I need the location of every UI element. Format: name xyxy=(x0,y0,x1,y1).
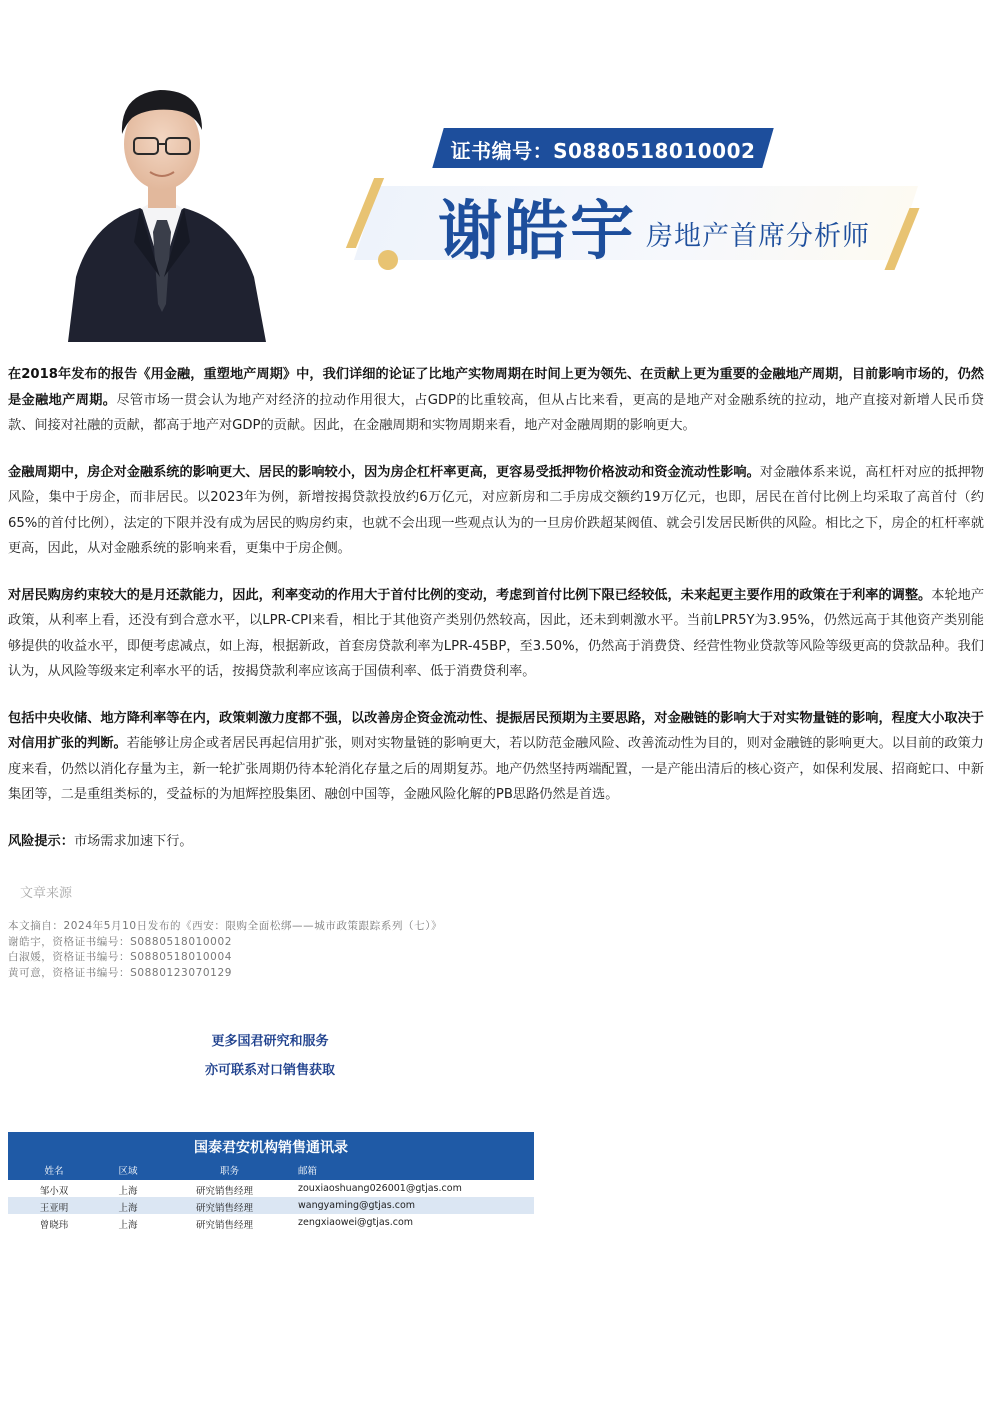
cell-email[interactable]: zouxiaoshuang026001@gtjas.com xyxy=(298,1183,462,1194)
table-row xyxy=(8,1214,534,1231)
paragraph-2-lead: 金融周期中，房企对金融系统的影响更大、居民的影响较小，因为房企杠杆率更高，更容易受抵押物价格波动和资金流动性影响。 xyxy=(8,464,760,480)
cta-line-1: 更多国君研究和服务 xyxy=(211,1034,329,1049)
certificate-badge xyxy=(438,128,768,168)
source-line: 谢皓宇，资格证书编号：S0880518010002 xyxy=(8,935,233,948)
analyst-title: 房地产首席分析师 xyxy=(646,221,870,252)
column-header-role: 职务 xyxy=(220,1166,240,1177)
cell-role: 研究销售经理 xyxy=(196,1186,254,1197)
source-details xyxy=(8,919,442,981)
cell-role: 研究销售经理 xyxy=(196,1203,254,1214)
column-header-email: 邮箱 xyxy=(298,1166,318,1177)
analyst-name: 谢皓宇 xyxy=(438,194,636,269)
cell-name: 邹小双 xyxy=(39,1186,69,1197)
cell-region: 上海 xyxy=(118,1186,138,1197)
analyst-photo xyxy=(62,72,272,342)
paragraph-1-lead: 在2018年发布的报告《用金融，重塑地产周期》中，我们详细的论证了比地产实物周期在时间上更为领先、在贡献上更为重要的金融地产周期，目前影响市场的，仍然是金融地产周期。 xyxy=(8,367,984,408)
column-header-region: 区域 xyxy=(118,1166,138,1177)
source-line: 白淑媛，资格证书编号：S0880518010004 xyxy=(8,951,233,964)
paragraph-1-text: 尽管市场一贯会认为地产对经济的拉动作用很大，占GDP的比重较高，但从占比来看，更高的是地产对金融系统的拉动，地产直接对新增人民币贷款、间接对社融的贡献，都高于地产对GDP的贡献。因此，在金融周期和实物周期来看，地产对金融周期的影响更大。 xyxy=(8,392,984,433)
cell-region: 上海 xyxy=(118,1220,138,1231)
table-column-headers xyxy=(8,1160,534,1180)
source-line: 本文摘自：2024年5月10日发布的《西安：限购全面松绑——城市政策跟踪系列（七）》 xyxy=(8,920,443,932)
source-heading: 文章来源 xyxy=(20,886,73,901)
risk-warning-text: 市场需求加速下行。 xyxy=(73,833,193,849)
analyst-banner xyxy=(0,0,992,345)
sales-contact-table xyxy=(8,1132,534,1231)
analyst-name-band xyxy=(352,178,924,273)
article-body xyxy=(8,362,984,875)
paragraph-2-text: 对金融体系来说，高杠杆对应的抵押物风险，集中于房企，而非居民。以2023年为例，新增按揭贷款投放约6万亿元，对应新房和二手房成交额约19万亿元，也即，居民在首付比例上均采取了高首付（约65%的首付比例），法定的下限并没有成为居民的购房约束，也就不会出现一些观点认为的一旦房价跌超某阀值、就会引发居民断供的风险。相比之下，房企的杠杆率就更高，因此，从对金融系统的影响来看，更集中于房企侧。 xyxy=(8,464,984,556)
cta-line-2: 亦可联系对口销售获取 xyxy=(204,1063,335,1078)
paragraph-3 xyxy=(8,583,984,685)
paragraph-4 xyxy=(8,706,984,808)
cell-name: 曾晓玮 xyxy=(39,1220,69,1231)
cell-role: 研究销售经理 xyxy=(196,1220,254,1231)
paragraph-4-text: 若能够让房企或者居民再起信用扩张，则对实物量链的影响更大，若以防范金融风险、改善流动性为目的，则对金融链的影响更大。以目前的政策力度来看，仍然以消化存量为主，新一轮扩张周期仍待本轮消化存量之后的周期复苏。地产仍然坚持两端配置，一是产能出清后的核心资产，如保利发展、招商蛇口、中新集团等，二是重组类标的，受益标的为旭辉控股集团、融创中国等，金融风险化解的PB思路仍然是首选。 xyxy=(8,736,984,802)
paragraph-1 xyxy=(8,362,984,439)
risk-warning-label: 风险提示： xyxy=(8,833,74,849)
cell-name: 王亚明 xyxy=(39,1203,69,1214)
table-header xyxy=(8,1132,534,1180)
paragraph-2 xyxy=(8,460,984,562)
paragraph-3-lead: 对居民购房约束较大的是月还款能力，因此，利率变动的作用大于首付比例的变动，考虑到首付比例下限已经较低，未来起更主要作用的政策在于利率的调整。 xyxy=(8,587,932,603)
table-title: 国泰君安机构销售通讯录 xyxy=(194,1140,348,1156)
gold-dot xyxy=(378,250,398,270)
cell-email[interactable]: wangyaming@gtjas.com xyxy=(298,1200,416,1211)
table-row xyxy=(8,1180,534,1197)
paragraph-3-text: 本轮地产政策，从利率上看，还没有到合意水平，以LPR-CPI来看，相比于其他资产类别仍然较高，因此，还未到刺激水平。当前LPR5Y为3.95%，仍然远高于其他资产类别能够提供的收益水平，即便考虑减点，如上海，根据新政，首套房贷款利率为LPR-45BP，至3.50%，仍然高于消费贷、经营性物业贷款等风险等级更高的贷款品种。我们认为，从风险等级来定利率水平的话，按揭贷款利率应该高于国债利率、低于消费贷利率。 xyxy=(8,587,985,679)
risk-warning xyxy=(8,829,984,855)
source-line: 黄可意，资格证书编号：S0880123070129 xyxy=(8,966,233,979)
column-header-name: 姓名 xyxy=(44,1166,64,1177)
cell-email[interactable]: zengxiaowei@gtjas.com xyxy=(298,1217,414,1228)
table-row xyxy=(8,1197,534,1214)
certificate-number: 证书编号：S0880518010002 xyxy=(450,139,756,163)
paragraph-4-lead: 包括中央收储、地方降利率等在内，政策刺激力度都不强，以改善房企资金流动性、提振居民预期为主要思路，对金融链的影响大于对实物量链的影响，程度大小取决于对信用扩张的判断。 xyxy=(8,710,984,751)
cell-region: 上海 xyxy=(118,1203,138,1214)
